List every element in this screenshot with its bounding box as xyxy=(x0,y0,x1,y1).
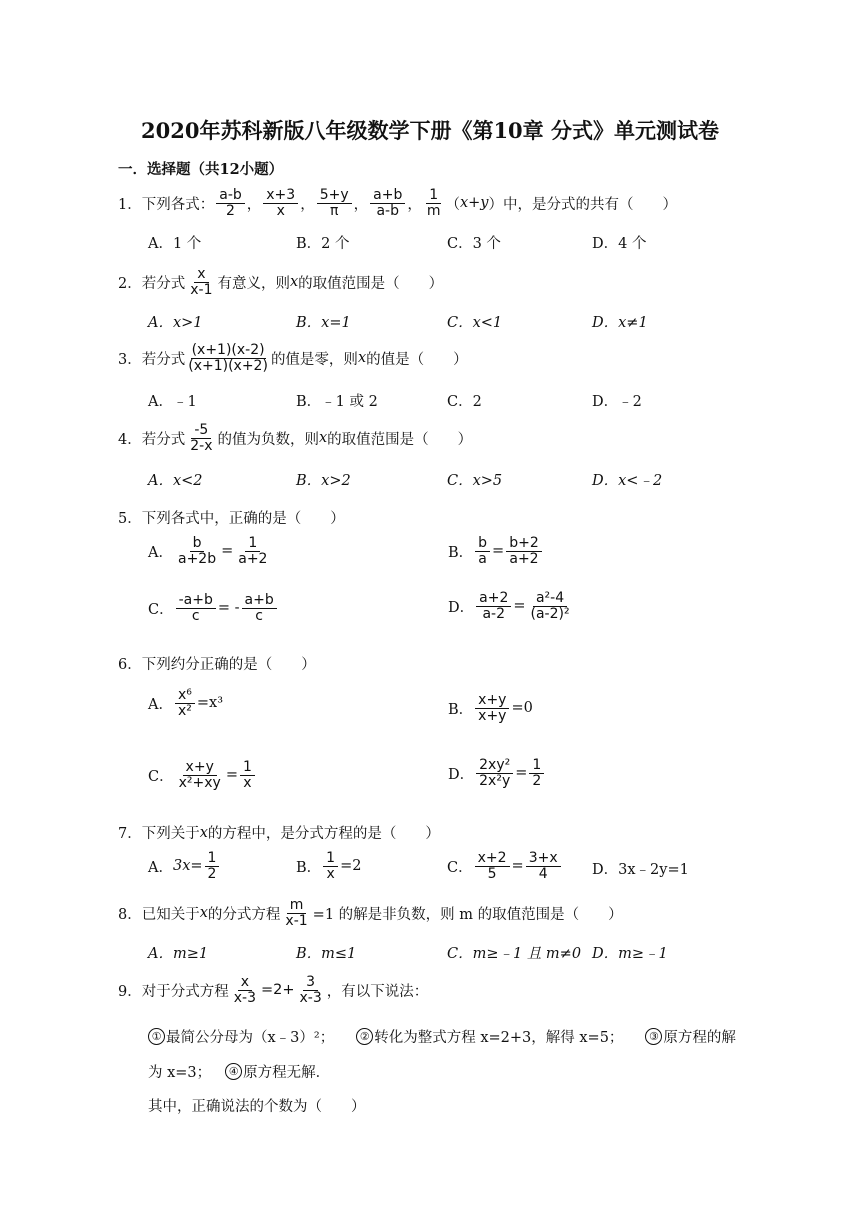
q4-option-d[interactable]: D．x<﹣2 xyxy=(592,473,663,489)
q3-option-d[interactable]: D．﹣2 xyxy=(592,394,642,410)
q7-a-fraction: $\frac{1}{2}$ xyxy=(205,851,220,881)
q1-fraction-3: $\frac{5+y}{\pi}$ xyxy=(317,188,352,218)
q8-fraction: $\frac{m}{x-1}$ xyxy=(285,897,308,929)
q6-b-rhs: =0 xyxy=(511,700,533,717)
question-5: 5．下列各式中，正确的是（ ） xyxy=(118,511,345,527)
q8-option-a[interactable]: A．m≥1 xyxy=(148,946,209,962)
circled-two-icon: ② xyxy=(356,1028,373,1045)
q1-fraction-5: $\frac{1}{m}$ xyxy=(426,187,441,219)
q4-stem: 4．若分式 xyxy=(118,431,186,448)
q5-d-right: $\frac{\text{a²-4}}{\text{(a-2)²}}$ xyxy=(530,590,570,622)
q8-text-a: 8．已知关于 xyxy=(118,906,200,923)
q1-var: x+y xyxy=(459,195,489,212)
q6-d-label: D． xyxy=(448,766,475,783)
q7-option-a[interactable] xyxy=(148,851,221,881)
q5-c-right: $\frac{a+b}{c}$ xyxy=(242,593,277,623)
q5-option-d[interactable]: D． $\frac{a+2}{a-2}$ = $\frac{\text{a²-4}}{\text{(a-2)²}}$ xyxy=(448,591,575,621)
q2-stem: 2．若分式 xyxy=(118,275,186,292)
question-1: 1．下列各式： $\frac{a-b}{2}$ ， $\frac{x+3}{x}$ ， $\frac{5+y}{\pi}$ ， $\frac{a+b}{a-b}$ ， $\frac{1}{m}$ （ x+y ）中，是分式的共有（ ） xyxy=(118,187,678,219)
q7-text-a: 7．下列关于 xyxy=(118,826,200,842)
question-4 xyxy=(118,423,472,453)
q7-option-c[interactable]: C． $\frac{x+2}{5}$ = $\frac{3+x}{4}$ xyxy=(447,851,563,881)
q5-c-label: C． xyxy=(148,601,174,618)
q9-statement-1: 最简公分母为（x﹣3）²； xyxy=(166,1030,335,1046)
q2-option-d[interactable]: D．x≠1 xyxy=(592,315,648,331)
q9-text-b: ，有以下说法： xyxy=(326,983,429,1000)
q7-var: x xyxy=(199,824,208,841)
q9-statement-4: 原方程无解． xyxy=(243,1065,331,1081)
q3-option-b[interactable]: B．﹣1 或 2 xyxy=(296,394,378,410)
section-heading: 一．选择题（共12小题） xyxy=(118,161,284,178)
q1-option-d[interactable]: D．4 个 xyxy=(592,236,647,252)
q4-text-b: 的取值范围是（ ） xyxy=(327,431,473,448)
q9-statement-3: 原方程的解 xyxy=(663,1030,736,1046)
q7-c-label: C． xyxy=(447,859,473,876)
q6-b-fraction: $\frac{x+y}{x+y}$ xyxy=(475,693,509,723)
q5-option-a[interactable]: A． $\frac{b}{a+2b}$ = $\frac{1}{a+2}$ xyxy=(148,536,272,566)
q1-fraction-2: $\frac{x+3}{x}$ xyxy=(263,188,298,218)
q4-option-a[interactable]: A．x<2 xyxy=(148,473,203,489)
q5-b-right: $\frac{b+2}{a+2}$ xyxy=(506,536,542,566)
q9-statements-line-1 xyxy=(148,1026,736,1047)
q1-option-b[interactable]: B．2 个 xyxy=(296,236,350,252)
q6-d-right: $\frac{1}{2}$ xyxy=(529,758,544,788)
q8-option-b[interactable]: B．m≤1 xyxy=(296,946,357,962)
q8-text-c: =1 的解是非负数，则 m 的取值范围是（ ） xyxy=(312,906,623,923)
q7-option-d[interactable]: D．3x﹣2y=1 xyxy=(592,862,689,878)
circled-four-icon: ④ xyxy=(225,1063,242,1080)
q2-option-c[interactable]: C．x<1 xyxy=(447,315,503,331)
q2-option-b[interactable]: B．x=1 xyxy=(296,315,351,331)
q1-stem: 1．下列各式： xyxy=(118,196,215,213)
q5-option-c[interactable] xyxy=(148,593,279,623)
q3-option-a[interactable]: A．﹣1 xyxy=(148,394,197,410)
question-7 xyxy=(118,822,440,843)
q8-text-b: 的分式方程 xyxy=(207,906,281,923)
q9-fraction-2: $\frac{3}{x-3}$ xyxy=(299,974,322,1006)
q1-fraction-1: $\frac{a-b}{2}$ xyxy=(216,188,245,218)
q6-a-fraction: $\frac{\text{x⁶}}{\text{x²}}$ xyxy=(175,688,195,718)
q4-text-a: 的值为负数，则 xyxy=(217,431,319,448)
q9-stem: 9．对于分式方程 xyxy=(118,983,229,1000)
q7-b-rhs: =2 xyxy=(340,858,362,875)
q8-option-c[interactable]: C．m≥﹣1 且 m≠0 xyxy=(447,946,582,962)
q5-c-equals: = - xyxy=(217,600,240,617)
page-title: 2020年苏科新版八年级数学下册《第10章 分式》单元测试卷 xyxy=(141,118,719,143)
question-3 xyxy=(118,343,468,373)
question-9 xyxy=(118,975,428,1005)
q2-fraction: $\frac{x}{x-1}$ xyxy=(190,266,213,298)
q6-d-left: $\frac{\text{2xy²}}{\text{2x²y}}$ xyxy=(476,758,513,788)
q8-option-d[interactable]: D．m≥﹣1 xyxy=(592,946,668,962)
q5-option-b[interactable]: B． $\frac{b}{a}$ = $\frac{b+2}{a+2}$ xyxy=(448,536,544,566)
q9-statement-2: 转化为整式方程 x=2+3，解得 x=5； xyxy=(374,1030,624,1046)
q1-paren-open: （ xyxy=(445,196,460,213)
q7-c-left: $\frac{x+2}{5}$ xyxy=(475,851,510,881)
q1-option-a[interactable]: A．1 个 xyxy=(148,236,202,252)
q7-a-label: A． xyxy=(148,859,173,876)
question-6: 6．下列约分正确的是（ ） xyxy=(118,657,316,673)
q3-stem: 3．若分式 xyxy=(118,351,186,368)
question-2 xyxy=(118,267,443,297)
q6-a-label: A． xyxy=(148,696,173,713)
q7-option-b[interactable] xyxy=(296,851,361,881)
q7-b-label: B． xyxy=(296,859,322,876)
q2-text-b: 的取值范围是（ ） xyxy=(298,275,444,292)
q3-text-b: 的值是（ ） xyxy=(366,351,468,368)
q6-c-right: $\frac{1}{x}$ xyxy=(240,760,255,790)
q5-a-left: $\frac{b}{a+2b}$ xyxy=(177,535,217,567)
q4-fraction: $\frac{-5}{2-x}$ xyxy=(190,422,213,454)
q8-var: x xyxy=(199,905,208,922)
q5-a-right: $\frac{1}{a+2}$ xyxy=(238,535,268,567)
q2-var: x xyxy=(289,274,299,291)
q2-option-a[interactable]: A．x>1 xyxy=(148,315,203,331)
q6-c-label: C． xyxy=(148,768,174,785)
q4-option-c[interactable]: C．x>5 xyxy=(447,473,503,489)
question-8 xyxy=(118,898,623,928)
q6-option-d[interactable]: D． $\frac{\text{2xy²}}{\text{2x²y}}$ = $\frac{1}{2}$ xyxy=(448,758,546,788)
circled-three-icon: ③ xyxy=(645,1028,662,1045)
q7-a-lhs: 3x= xyxy=(172,858,203,875)
circled-one-icon: ① xyxy=(148,1028,165,1045)
q2-text-a: 有意义，则 xyxy=(217,275,290,292)
q4-var: x xyxy=(318,430,328,447)
q7-text-b: 的方程中，是分式方程的是（ ） xyxy=(207,826,440,842)
q1-fraction-4: $\frac{a+b}{a-b}$ xyxy=(370,188,405,218)
q6-a-rhs: =x³ xyxy=(196,695,224,712)
q7-b-fraction: $\frac{1}{x}$ xyxy=(323,851,338,881)
q9-fraction-1: $\frac{x}{x-3}$ xyxy=(233,974,256,1006)
q5-d-label: D． xyxy=(448,599,475,616)
q1-tail: ）中，是分式的共有（ ） xyxy=(488,196,678,213)
q3-var: x xyxy=(357,350,367,367)
q5-b-label: B． xyxy=(448,544,474,561)
q3-fraction: $\frac{(x+1)(x-2)}{(x+1)(x+2)}$ xyxy=(188,342,268,374)
q9-equals: =2+ xyxy=(260,982,295,999)
q6-option-a[interactable] xyxy=(148,688,223,718)
q9-statements-line-2 xyxy=(148,1061,330,1082)
q3-text-a: 的值是零，则 xyxy=(270,351,358,368)
q7-c-right: $\frac{3+x}{4}$ xyxy=(526,851,561,881)
q9-statement-3-cont: 为 x=3； xyxy=(148,1065,212,1081)
q4-option-b[interactable]: B．x>2 xyxy=(296,473,351,489)
q9-closing: 其中，正确说法的个数为（ ） xyxy=(148,1099,366,1115)
q6-b-label: B． xyxy=(448,701,474,718)
q5-d-left: $\frac{a+2}{a-2}$ xyxy=(476,591,511,621)
q3-option-c[interactable]: C．2 xyxy=(447,394,482,410)
q6-c-left: $\frac{x+y}{\text{x²+xy}}$ xyxy=(178,759,221,791)
q6-option-b[interactable] xyxy=(448,693,533,723)
q1-option-c[interactable]: C．3 个 xyxy=(447,236,501,252)
q5-b-left: $\frac{b}{a}$ xyxy=(475,536,490,566)
q6-option-c[interactable]: C． $\frac{x+y}{\text{x²+xy}}$ = $\frac{1}{x}$ xyxy=(148,760,257,790)
q5-a-label: A． xyxy=(148,544,173,561)
q5-c-left: $\frac{-a+b}{c}$ xyxy=(176,593,216,623)
